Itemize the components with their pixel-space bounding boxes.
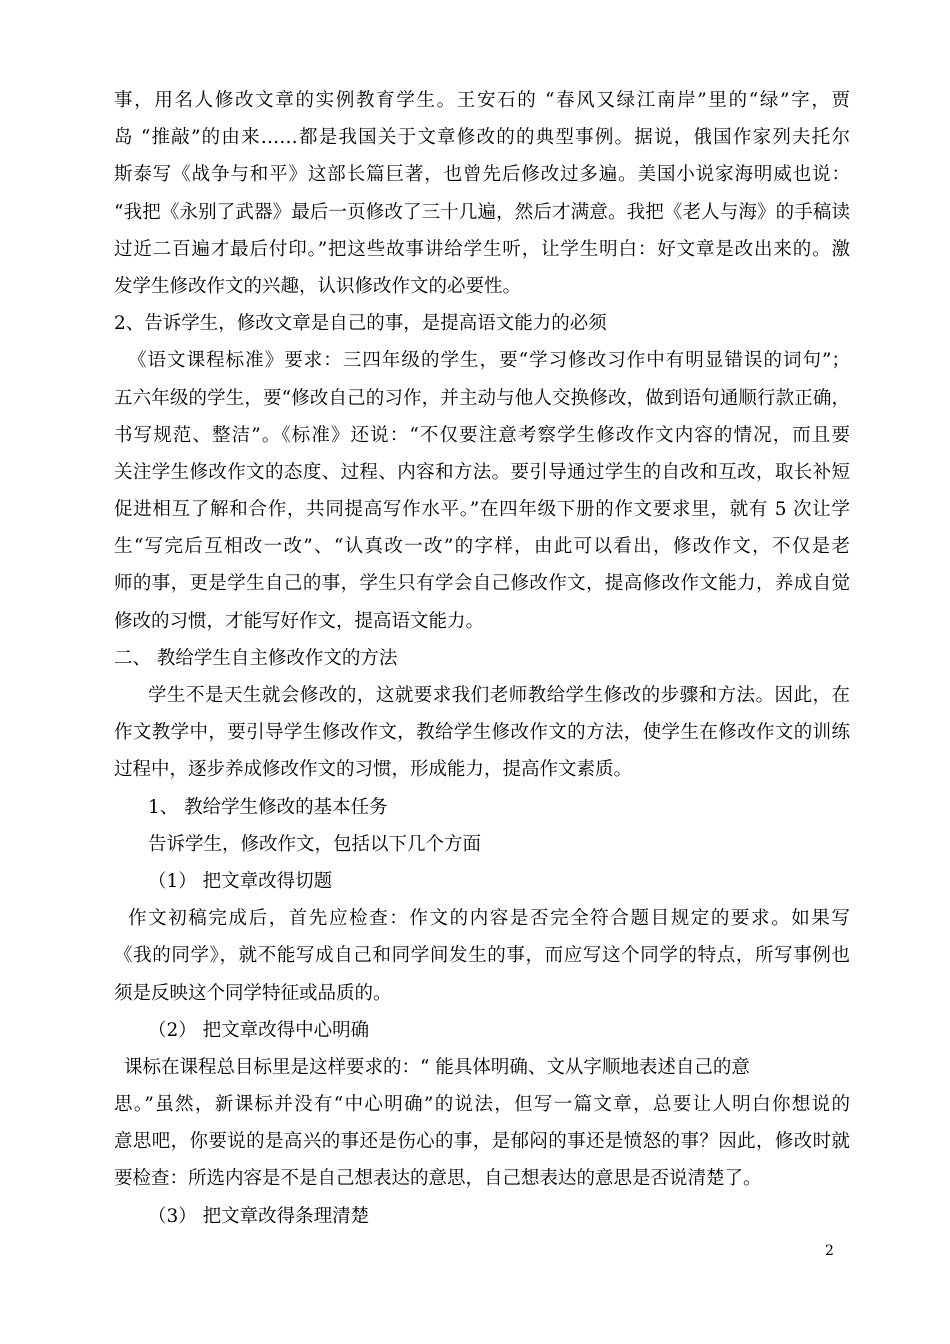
- text-line: 2、告诉学生，修改文章是自己的事，是提高语文能力的必须: [114, 313, 607, 335]
- document-body: [114, 82, 850, 1235]
- text-line: 须是反映这个同学特征或品质的。: [114, 982, 392, 1004]
- text-line: 二、 教给学生自主修改作文的方法: [114, 647, 398, 669]
- text-line: 书写规范、整洁”。《标准》还说：“不仅要注意考察学生修改作文内容的情况，而且要: [114, 424, 850, 446]
- text-line: 事，用名人修改文章的实例教育学生。王安石的 “春风又绿江南岸”里的“绿”字，贾: [114, 90, 850, 111]
- text-line: 要检查：所选内容是不是自己想表达的意思，自己想表达的意思是否说清楚了。: [114, 1168, 762, 1190]
- text-line: （2） 把文章改得中心明确: [148, 1019, 370, 1041]
- text-line: 告诉学生，修改作文，包括以下几个方面: [148, 833, 482, 855]
- text-line: 过程中，逐步养成修改作文的习惯，形成能力，提高作文素质。: [114, 759, 633, 781]
- page-number: 2: [825, 1243, 834, 1259]
- text-line: 《语文课程标准》要求：三四年级的学生，要“学习修改习作中有明显错误的词句”；: [128, 350, 850, 372]
- text-line: 促进相互了解和合作，共同提高写作水平。”在四年级下册的作文要求里，就有 5 次让学: [114, 499, 850, 521]
- text-line: 生“写完后互相改一改”、“认真改一改”的字样，由此可以看出，修改作文，不仅是老: [114, 536, 850, 558]
- text-line: 过近二百遍才最后付印。”把这些故事讲给学生听，让学生明白：好文章是改出来的。激: [114, 238, 850, 260]
- text-line: 意思吧，你要说的是高兴的事还是伤心的事，是郁闷的事还是愤怒的事？因此，修改时就: [114, 1131, 850, 1153]
- text-line: 作文教学中，要引导学生修改作文，教给学生修改作文的方法，使学生在修改作文的训练: [114, 722, 850, 744]
- text-line: （1） 把文章改得切题: [148, 870, 333, 892]
- text-line: 修改的习惯，才能写好作文，提高语文能力。: [114, 610, 485, 632]
- text-line: 1、 教给学生修改的基本任务: [148, 796, 388, 818]
- text-line: 五六年级的学生，要“修改自己的习作，并主动与他人交换修改，做到语句通顺行款正确，: [114, 387, 850, 409]
- text-line: 课标在课程总目标里是这样要求的：“ 能具体明确、文从字顺地表述自己的意: [124, 1056, 750, 1078]
- text-line: 《我的同学》，就不能写成自己和同学间发生的事，而应写这个同学的特点，所写事例也: [114, 945, 850, 967]
- text-line: 师的事，更是学生自己的事，学生只有学会自己修改作文，提高修改作文能力，养成自觉: [114, 573, 850, 595]
- text-line: （3） 把文章改得条理清楚: [148, 1205, 370, 1227]
- text-line: 关注学生修改作文的态度、过程、内容和方法。要引导通过学生的自改和互改，取长补短: [114, 461, 850, 483]
- text-line: 学生不是天生就会修改的，这就要求我们老师教给学生修改的步骤和方法。因此，在: [148, 685, 850, 706]
- text-line: 发学生修改作文的兴趣，认识修改作文的必要性。: [114, 275, 522, 297]
- text-line: “我把《永别了武器》最后一页修改了三十几遍，然后才满意。我把《老人与海》的手稿读: [114, 201, 850, 223]
- text-line: 斯泰写《战争与和平》这部长篇巨著，也曾先后修改过多遍。美国小说家海明威也说：: [114, 164, 850, 186]
- text-line: 岛 “推敲”的由来……都是我国关于文章修改的的典型事例。据说，俄国作家列夫托尔: [114, 127, 850, 149]
- text-line: 思。”虽然，新课标并没有“中心明确”的说法，但写一篇文章，总要让人明白你想说的: [114, 1094, 850, 1116]
- text-line: 作文初稿完成后，首先应检查：作文的内容是否完全符合题目规定的要求。如果写: [128, 908, 850, 930]
